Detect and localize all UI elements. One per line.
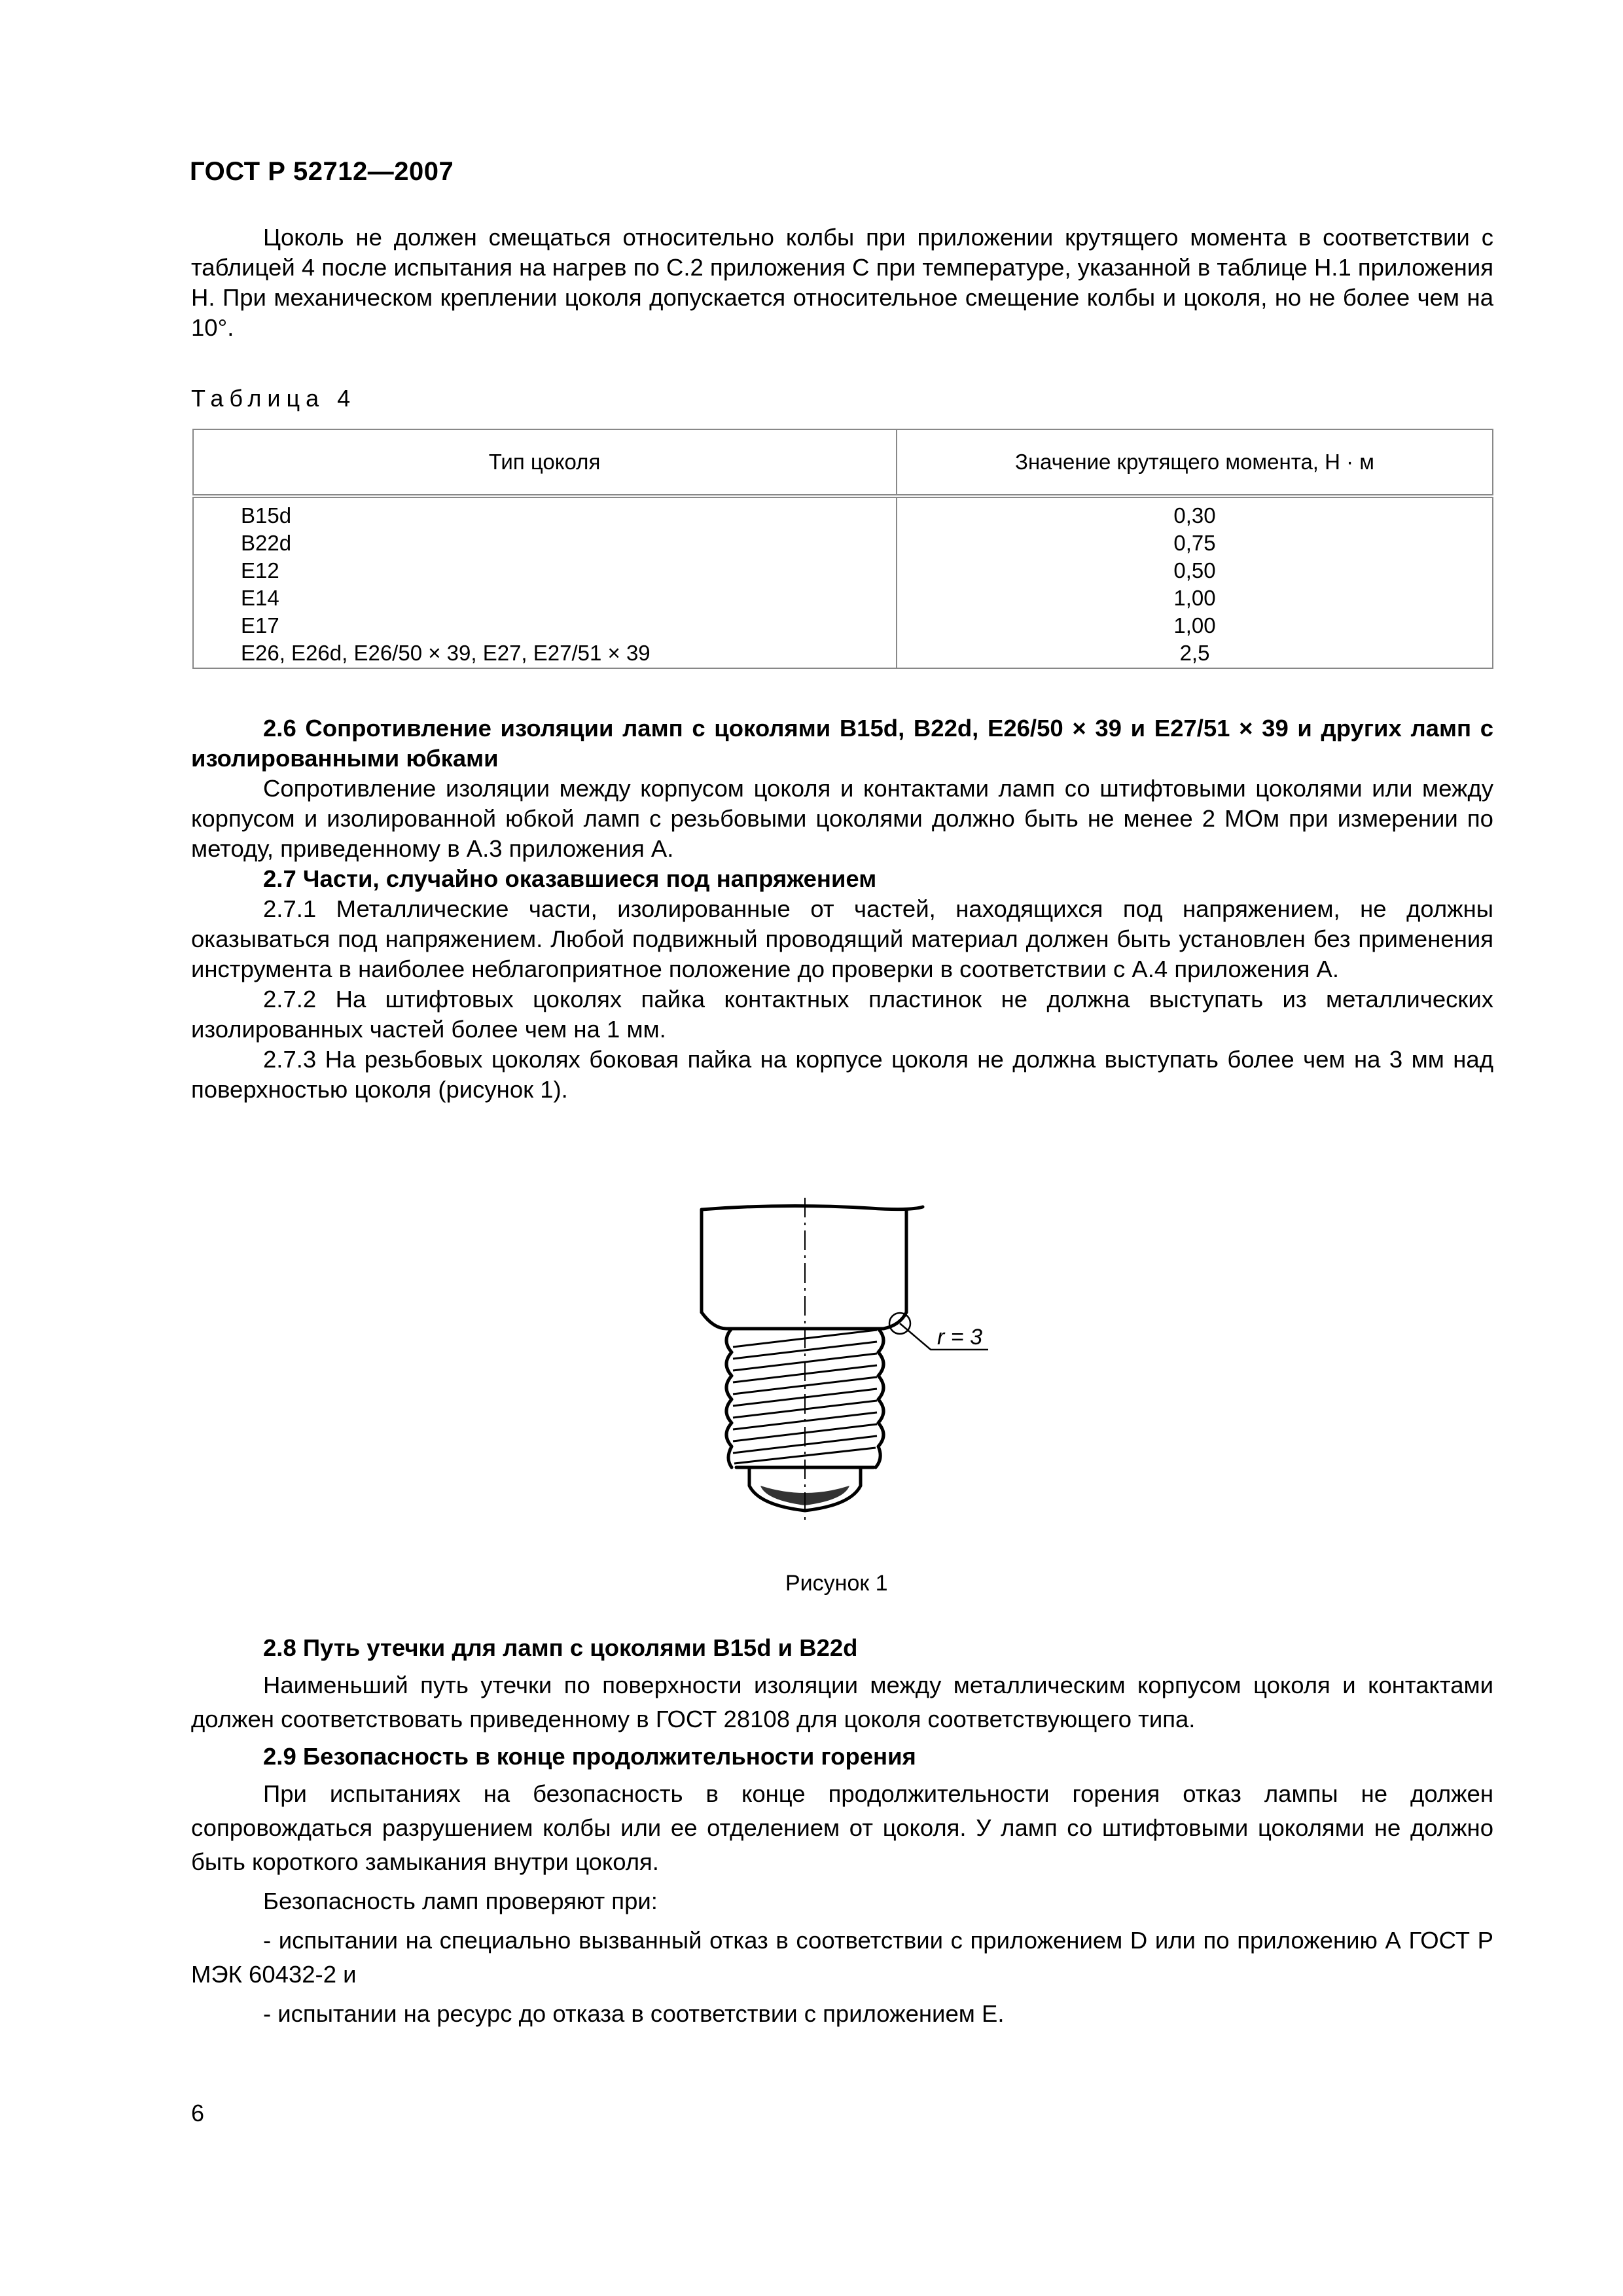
table-4 <box>192 429 1493 669</box>
table-header-torque: Значение крутящего момента, Н · м <box>897 429 1493 496</box>
table-cell-value: 1,00 <box>1173 586 1216 610</box>
table-cell-value: 2,5 <box>1179 641 1210 665</box>
section-2-8-heading: 2.8 Путь утечки для ламп с цоколями B15d и B22d <box>263 1634 858 1661</box>
table-cell-type: B22d <box>241 531 292 555</box>
bulb-outline <box>702 1206 923 1210</box>
table-cell-type: E26, E26d, E26/50 × 39, E27, E27/51 × 39 <box>241 641 651 665</box>
table-cell-type: E14 <box>241 586 279 610</box>
section-2-6 <box>191 713 1493 1105</box>
table-cell-value: 0,30 <box>1173 503 1216 528</box>
section-2-9-heading: 2.9 Безопасность в конце продолжительности горения <box>263 1743 916 1770</box>
figure-caption: Рисунок 1 <box>785 1571 888 1596</box>
section-2-9-check-intro: Безопасность ламп проверяют при: <box>263 1888 658 1914</box>
table-type-column <box>193 496 897 668</box>
section-2-6-text: Сопротивление изоляции между корпусом цоколя и контактами ламп со штифтовыми цоколями или между корпусом и изолированной юбкой ламп с резьбовыми цоколями должно быть не менее 2 МОм при измерении по методу, приведенному в А.3 приложения А. <box>191 775 1493 862</box>
table-value-column <box>897 496 1493 668</box>
table-cell-value: 0,50 <box>1173 558 1216 583</box>
section-2-9-item-1: - испытании на специально вызванный отказ в соответствии с приложением D или по приложению А ГОСТ Р МЭК 60432-2 и <box>191 1927 1493 1988</box>
sections-2-8-2-9 <box>191 1633 1493 2031</box>
intro-paragraph: Цоколь не должен смещаться относительно колбы при приложении крутящего момента в соответствии с таблицей 4 после испытания на нагрев по С.2 приложения С при температуре, указанной в таблице Н.1 приложения Н. При механическом креплении цоколя допускается относительное смещение колбы и цоколя, но не более чем на 10°. <box>191 224 1493 341</box>
section-2-7-heading: 2.7 Части, случайно оказавшиеся под напряжением <box>263 865 877 892</box>
section-2-7-1: 2.7.1 Металлические части, изолированные от частей, находящихся под напряжением, не должны оказываться под напряжением. Любой подвижный проводящий материал должен быть установлен без применения инструмента в наиболее неблагоприятное положение до проверки в соответствии с А.4 приложения А. <box>191 895 1493 982</box>
table-header-type: Тип цоколя <box>193 429 897 496</box>
table-cell-value: 0,75 <box>1173 531 1216 555</box>
section-2-7-2: 2.7.2 На штифтовых цоколях пайка контактных пластинок не должна выступать из металлических изолированных частей более чем на 1 мм. <box>191 986 1493 1043</box>
section-2-9-item-2: - испытании на ресурс до отказа в соответствии с приложением Е. <box>263 2000 1005 2027</box>
table-caption: Таблица 4 <box>191 385 357 412</box>
section-2-9-text: При испытаниях на безопасность в конце продолжительности горения отказ лампы не должен сопровождаться разрушением колбы или ее отделением от цоколя. У ламп со штифтовыми цоколями не должно быть короткого замыкания внутри цоколя. <box>191 1780 1493 1875</box>
thread-left-profile <box>726 1329 732 1467</box>
section-2-8-text: Наименьший путь утечки по поверхности изоляции между металлическим корпусом цоколя и контактами должен соответствовать приведенному в ГОСТ 28108 для цоколя соответствующего типа. <box>191 1672 1493 1732</box>
page-number: 6 <box>191 2100 205 2126</box>
table-cell-type: E12 <box>241 558 279 583</box>
table-cell-value: 1,00 <box>1173 613 1216 637</box>
radius-label: r = 3 <box>937 1325 982 1350</box>
thread-right-profile <box>876 1329 883 1467</box>
table-cell-type: E17 <box>241 613 279 637</box>
figure-1-lamp-base-drawing <box>687 1198 1027 1538</box>
section-2-7-3: 2.7.3 На резьбовых цоколях боковая пайка на корпусе цоколя не должна выступать более чем на 3 мм над поверхностью цоколя (рисунок 1). <box>191 1046 1493 1103</box>
section-2-6-heading: 2.6 Сопротивление изоляции ламп с цоколями B15d, B22d, E26/50 × 39 и E27/51 × 39 и других ламп с изолированными юбками <box>191 715 1493 772</box>
document-header: ГОСТ Р 52712—2007 <box>190 157 454 186</box>
table-cell-type: B15d <box>241 503 292 528</box>
